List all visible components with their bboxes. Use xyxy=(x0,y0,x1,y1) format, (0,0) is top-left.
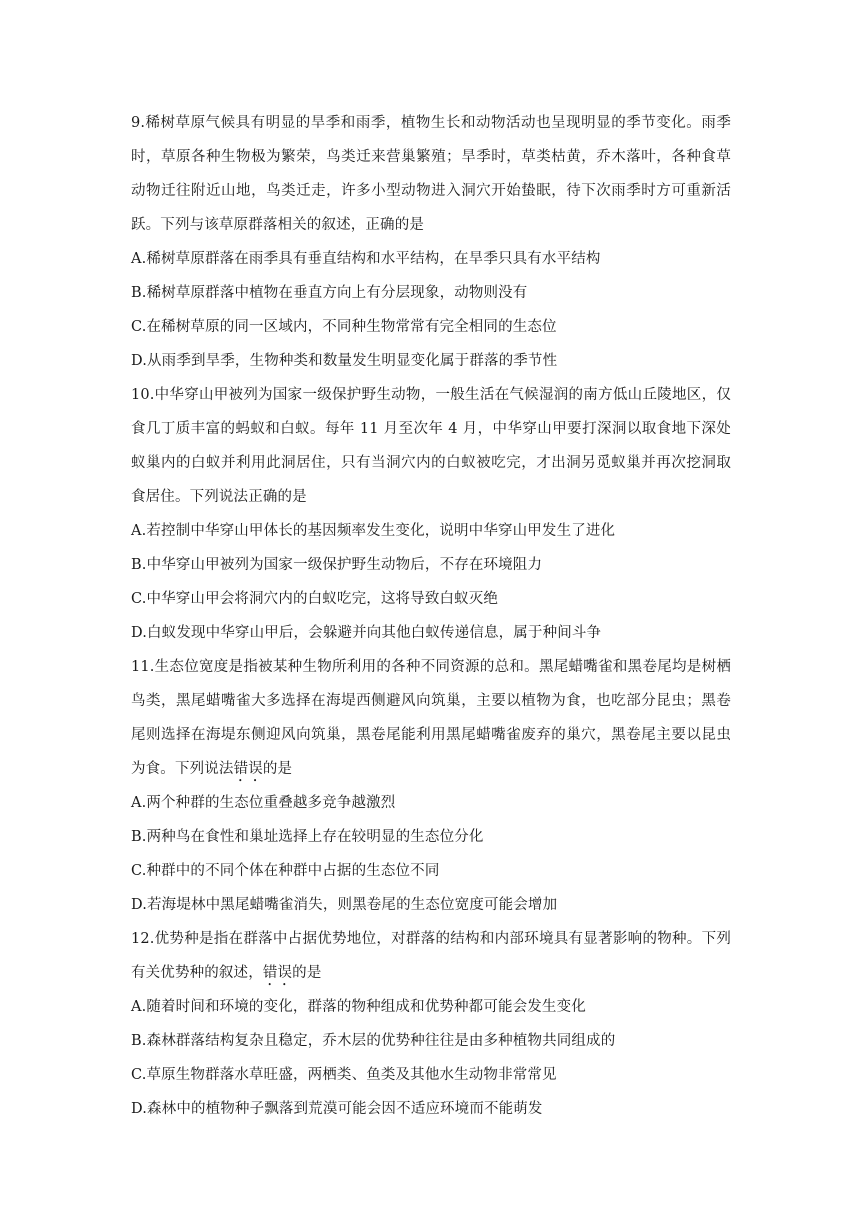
stem-text-end: 的是 xyxy=(262,761,293,777)
emphasis-word: 错误 xyxy=(233,761,263,777)
emphasis-word: 错误 xyxy=(262,965,293,981)
option-c: C.种群中的不同个体在种群中占据的生态位不同 xyxy=(131,863,440,879)
question-stem: 9.稀树草原气候具有明显的旱季和雨季，植物生长和动物活动也呈现明显的季节变化。雨季时，草原各种生物极为繁荣，鸟类迁来营巢繁殖；旱季时，草类枯黄，乔木落叶，各种食草动物迁往附近山地，鸟类迁走，许多小型动物进入洞穴开始蛰眠，待下次雨季时方可重新活跃。下列与该草原群落相关的叙述，正确的是 xyxy=(131,115,731,233)
option-a: A.两个种群的生态位重叠越多竞争越激烈 xyxy=(131,795,396,811)
question-stem xyxy=(131,922,731,990)
question-11 xyxy=(131,650,731,922)
option-c: C.中华穿山甲会将洞穴内的白蚁吃完，这将导致白蚁灭绝 xyxy=(131,591,499,607)
option-d: D.白蚁发现中华穿山甲后，会躲避并向其他白蚁传递信息，属于种间斗争 xyxy=(131,625,602,641)
option-c: C.草原生物群落水草旺盛，两栖类、鱼类及其他水生动物非常常见 xyxy=(131,1067,557,1083)
option-d: D.若海堤林中黑尾蜡嘴雀消失，则黑卷尾的生态位宽度可能会增加 xyxy=(131,897,558,913)
option-c: C.在稀树草原的同一区域内，不同种生物常常有完全相同的生态位 xyxy=(131,319,557,335)
question-stem xyxy=(131,650,731,786)
option-d: D.森林中的植物种子飘落到荒漠可能会因不适应环境而不能萌发 xyxy=(131,1101,543,1117)
question-10 xyxy=(131,378,731,650)
stem-text: 11.生态位宽度是指被某种生物所利用的各种不同资源的总和。黑尾蜡嘴雀和黑卷尾均是树栖鸟类，黑尾蜡嘴雀大多选择在海堤西侧避风向筑巢，主要以植物为食，也吃部分昆虫；黑卷尾则选择在海堤东侧迎风向筑巢，黑卷尾能利用黑尾蜡嘴雀废弃的巢穴，黑卷尾主要以昆虫为食。下列说法 xyxy=(131,659,731,777)
option-a: A.稀树草原群落在雨季具有垂直结构和水平结构，在旱季只具有水平结构 xyxy=(131,251,601,267)
question-9 xyxy=(131,106,731,378)
option-b: B.森林群落结构复杂且稳定，乔木层的优势种往往是由多种植物共同组成的 xyxy=(131,1033,616,1049)
question-12 xyxy=(131,922,731,1126)
option-b: B.稀树草原群落中植物在垂直方向上有分层现象，动物则没有 xyxy=(131,285,528,301)
stem-text-end: 的是 xyxy=(292,965,322,981)
option-a: A.随着时间和环境的变化，群落的物种组成和优势种都可能会发生变化 xyxy=(131,999,586,1015)
option-a: A.若控制中华穿山甲体长的基因频率发生变化，说明中华穿山甲发生了进化 xyxy=(131,523,616,539)
option-b: B.两种鸟在食性和巢址选择上存在较明显的生态位分化 xyxy=(131,829,484,845)
option-d: D.从雨季到旱季，生物种类和数量发生明显变化属于群落的季节性 xyxy=(131,353,558,369)
question-stem: 10.中华穿山甲被列为国家一级保护野生动物，一般生活在气候湿润的南方低山丘陵地区，仅食几丁质丰富的蚂蚁和白蚁。每年 11 月至次年 4 月，中华穿山甲要打深洞以取食地下深处蚁巢内的白蚁并利用此洞居住，只有当洞穴内的白蚁被吃完，才出洞另觅蚁巢并再次挖洞取食居住。下列说法正确的是 xyxy=(131,387,731,505)
option-b: B.中华穿山甲被列为国家一级保护野生动物后，不存在环境阻力 xyxy=(131,557,543,573)
exam-page xyxy=(131,106,731,1126)
stem-text: 12.优势种是指在群落中占据优势地位，对群落的结构和内部环境具有显著影响的物种。下列有关优势种的叙述， xyxy=(131,931,731,981)
